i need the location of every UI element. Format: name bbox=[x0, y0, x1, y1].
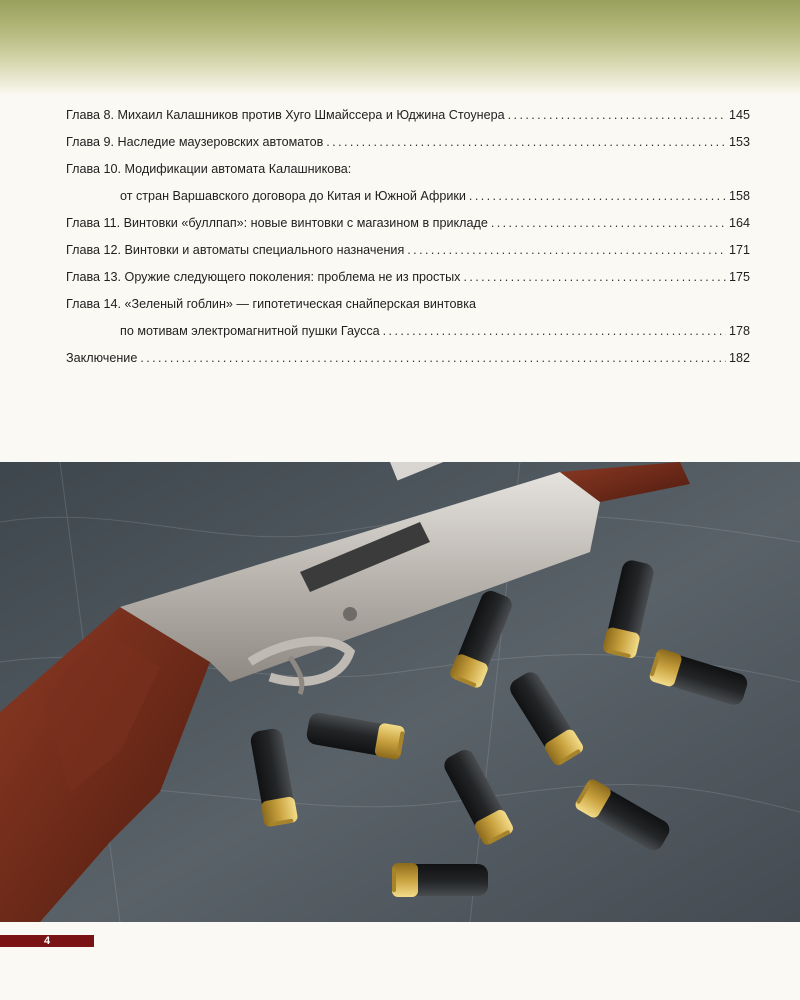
toc-entry-chapter-9[interactable] bbox=[66, 135, 750, 162]
header-band bbox=[0, 0, 800, 96]
toc-entry-title: Заключение bbox=[66, 351, 138, 365]
toc-entry-title: Глава 8. Михаил Калашников против Хуго Шмайссера и Юджина Стоунера bbox=[66, 108, 505, 122]
toc-entry-page: 164 bbox=[728, 216, 750, 230]
toc-entry-chapter-12[interactable] bbox=[66, 243, 750, 270]
page-number: 4 bbox=[43, 935, 51, 947]
toc-leader-dots bbox=[469, 189, 726, 203]
toc-leader-dots bbox=[508, 108, 726, 122]
toc-entry-page: 178 bbox=[728, 324, 750, 338]
toc-entry-chapter-8[interactable] bbox=[66, 108, 750, 135]
toc-entry-chapter-14-continued[interactable] bbox=[66, 324, 750, 351]
shotgun-shells-photo bbox=[0, 462, 800, 922]
toc-leader-dots bbox=[407, 243, 726, 257]
toc-entry-title: Глава 13. Оружие следующего поколения: проблема не из простых bbox=[66, 270, 461, 284]
toc-leader-dots bbox=[491, 216, 726, 230]
toc-entry-chapter-10-continued[interactable] bbox=[66, 189, 750, 216]
toc-entry-page: 171 bbox=[728, 243, 750, 257]
toc-entry-title: Глава 12. Винтовки и автоматы специального назначения bbox=[66, 243, 405, 257]
toc-entry-title: по мотивам электромагнитной пушки Гаусса bbox=[120, 324, 380, 338]
toc-leader-dots bbox=[140, 351, 726, 365]
toc-entry-title: Глава 11. Винтовки «буллпап»: новые винтовки с магазином в прикладе bbox=[66, 216, 488, 230]
toc-leader-dots bbox=[326, 135, 726, 149]
toc-entry-chapter-10[interactable] bbox=[66, 162, 750, 189]
toc-entry-chapter-11[interactable] bbox=[66, 216, 750, 243]
toc-entry-page: 175 bbox=[728, 270, 750, 284]
table-of-contents bbox=[66, 108, 750, 378]
toc-entry-title: Глава 10. Модификации автомата Калашникова: bbox=[66, 162, 352, 176]
toc-entry-page: 182 bbox=[728, 351, 750, 365]
toc-entry-title: от стран Варшавского договора до Китая и Южной Африки bbox=[120, 189, 466, 203]
toc-entry-page: 145 bbox=[728, 108, 750, 122]
toc-entry-conclusion[interactable] bbox=[66, 351, 750, 378]
toc-entry-page: 153 bbox=[728, 135, 750, 149]
toc-leader-dots bbox=[463, 270, 726, 284]
toc-leader-dots bbox=[383, 324, 726, 338]
toc-entry-page: 158 bbox=[728, 189, 750, 203]
toc-entry-title: Глава 14. «Зеленый гоблин» — гипотетическая снайперская винтовка bbox=[66, 297, 476, 311]
toc-entry-title: Глава 9. Наследие маузеровских автоматов bbox=[66, 135, 324, 149]
toc-entry-chapter-13[interactable] bbox=[66, 270, 750, 297]
toc-entry-chapter-14[interactable] bbox=[66, 297, 750, 324]
